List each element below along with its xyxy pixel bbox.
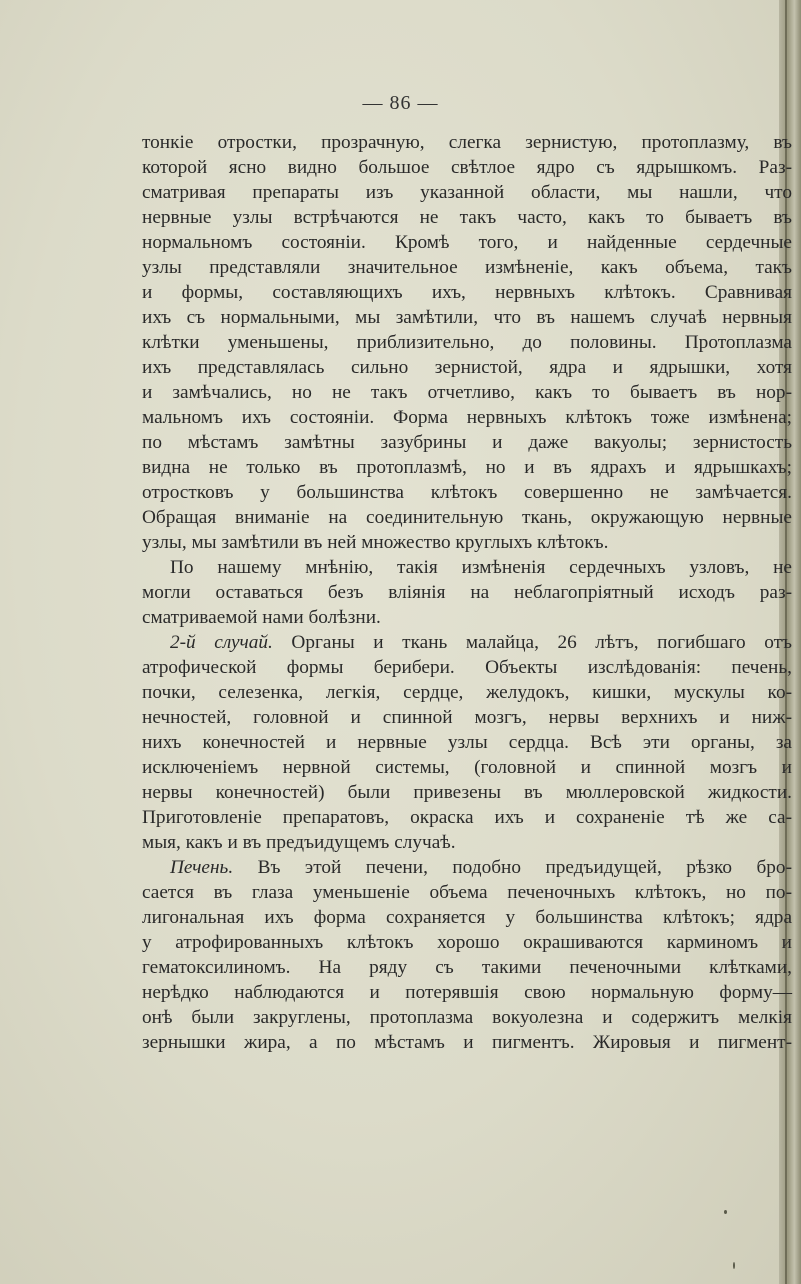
text-line xyxy=(142,480,792,505)
line-text: узлы представляли значительное измѣненіе, какъ объема, такъ xyxy=(142,257,792,278)
line-text: Обращая вниманіе на соединительную ткань, окружающую нервные xyxy=(142,507,792,528)
text-line xyxy=(142,505,792,530)
line-text: сается въ глаза уменьшеніе объема печеночныхъ клѣтокъ, но по- xyxy=(142,882,792,903)
text-line xyxy=(142,1030,792,1055)
text-line xyxy=(142,880,792,905)
line-text: мыя, какъ и въ предъидущемъ случаѣ. xyxy=(142,832,456,853)
text-line xyxy=(142,330,792,355)
text-line xyxy=(142,680,792,705)
line-text: видна не только въ протоплазмѣ, но и въ ядрахъ и ядрышкахъ; xyxy=(142,457,792,478)
line-text: нихъ конечностей и нервные узлы сердца. Всѣ эти органы, за xyxy=(142,732,792,753)
line-text: сматривая препараты изъ указанной области, мы нашли, что xyxy=(142,182,792,203)
line-text: исключеніемъ нервной системы, (головной и спинной мозгъ и xyxy=(142,757,792,778)
line-text: ихъ представлялась сильно зернистой, ядра и ядрышки, хотя xyxy=(142,357,792,378)
text-line xyxy=(142,930,792,955)
section-heading: Печень. xyxy=(170,857,234,878)
line-text: клѣтки уменьшены, приблизительно, до половины. Протоплазма xyxy=(142,332,792,353)
text-line xyxy=(142,205,792,230)
line-text: тонкіе отростки, прозрачную, слегка зернистую, протоплазму, въ xyxy=(142,132,792,153)
line-text: ихъ съ нормальными, мы замѣтили, что въ нашемъ случаѣ нервныя xyxy=(142,307,792,328)
text-line xyxy=(142,130,792,155)
text-line xyxy=(142,630,792,655)
line-text: и формы, составляющихъ ихъ, нервныхъ клѣтокъ. Сравнивая xyxy=(142,282,792,303)
line-text: у атрофированныхъ клѣтокъ хорошо окрашиваются карминомъ и xyxy=(142,932,792,953)
text-line xyxy=(142,555,792,580)
line-text: гематоксилиномъ. На ряду съ такими печеночными клѣтками, xyxy=(142,957,792,978)
paper-speck xyxy=(724,1210,727,1214)
text-line xyxy=(142,855,792,880)
text-line xyxy=(142,580,792,605)
text-line xyxy=(142,780,792,805)
line-text: нечностей, головной и спинной мозгъ, нервы верхнихъ и ниж- xyxy=(142,707,792,728)
text-line xyxy=(142,405,792,430)
text-line xyxy=(142,805,792,830)
section-heading: 2-й случай. xyxy=(170,632,273,653)
line-text: зернышки жира, а по мѣстамъ и пигментъ. Жировыя и пигмент- xyxy=(142,1032,792,1053)
line-text: сматриваемой нами болѣзни. xyxy=(142,607,381,628)
text-line xyxy=(142,430,792,455)
line-text: и замѣчались, но не такъ отчетливо, какъ то бываетъ въ нор- xyxy=(142,382,792,403)
text-line xyxy=(142,230,792,255)
text-line xyxy=(142,155,792,180)
text-line xyxy=(142,355,792,380)
text-line xyxy=(142,455,792,480)
text-line xyxy=(142,830,792,855)
text-line xyxy=(142,180,792,205)
text-line xyxy=(142,655,792,680)
body-text xyxy=(142,130,792,1055)
text-line xyxy=(142,380,792,405)
line-text: нервные узлы встрѣчаются не такъ часто, какъ то бываетъ въ xyxy=(142,207,792,228)
text-line xyxy=(142,755,792,780)
line-text: нормальномъ состояніи. Кромѣ того, и найденные сердечные xyxy=(142,232,792,253)
text-line xyxy=(142,255,792,280)
line-text: мальномъ ихъ состояніи. Форма нервныхъ клѣтокъ тоже измѣнена; xyxy=(142,407,792,428)
line-text: почки, селезенка, легкія, сердце, желудокъ, кишки, мускулы ко- xyxy=(142,682,792,703)
line-text: по мѣстамъ замѣтны зазубрины и даже вакуолы; зернистость xyxy=(142,432,792,453)
text-line xyxy=(142,530,792,555)
text-line xyxy=(142,1005,792,1030)
line-text: Приготовленіе препаратовъ, окраска ихъ и сохраненіе тѣ же са- xyxy=(142,807,792,828)
paper-speck xyxy=(733,1262,735,1269)
text-line xyxy=(142,705,792,730)
line-text: Въ этой печени, подобно предъидущей, рѣзко бро- xyxy=(233,857,792,878)
line-text: узлы, мы замѣтили въ ней множество круглыхъ клѣтокъ. xyxy=(142,532,609,553)
line-text: Органы и ткань малайца, 26 лѣтъ, погибшаго отъ xyxy=(272,632,792,653)
text-line xyxy=(142,305,792,330)
line-text: атрофической формы берибери. Объекты изслѣдованія: печень, xyxy=(142,657,792,678)
page-number: — 86 — xyxy=(362,92,439,114)
line-text: которой ясно видно большое свѣтлое ядро съ ядрышкомъ. Раз- xyxy=(142,157,792,178)
line-text: онѣ были закруглены, протоплазма вокуолезна и содержитъ мелкія xyxy=(142,1007,792,1028)
text-line xyxy=(142,980,792,1005)
line-text: могли оставаться безъ вліянія на неблагопріятный исходъ раз- xyxy=(142,582,792,603)
text-line xyxy=(142,905,792,930)
text-line xyxy=(142,280,792,305)
text-line xyxy=(142,605,792,630)
text-line xyxy=(142,730,792,755)
line-text: лигональная ихъ форма сохраняется у большинства клѣтокъ; ядра xyxy=(142,907,792,928)
line-text: По нашему мнѣнію, такія измѣненія сердечныхъ узловъ, не xyxy=(170,557,792,578)
line-text: нерѣдко наблюдаются и потерявшія свою нормальную форму— xyxy=(142,982,792,1003)
text-line xyxy=(142,955,792,980)
line-text: отростковъ у большинства клѣтокъ совершенно не замѣчается. xyxy=(142,482,792,503)
line-text: нервы конечностей) были привезены въ мюллеровской жидкости. xyxy=(142,782,792,803)
